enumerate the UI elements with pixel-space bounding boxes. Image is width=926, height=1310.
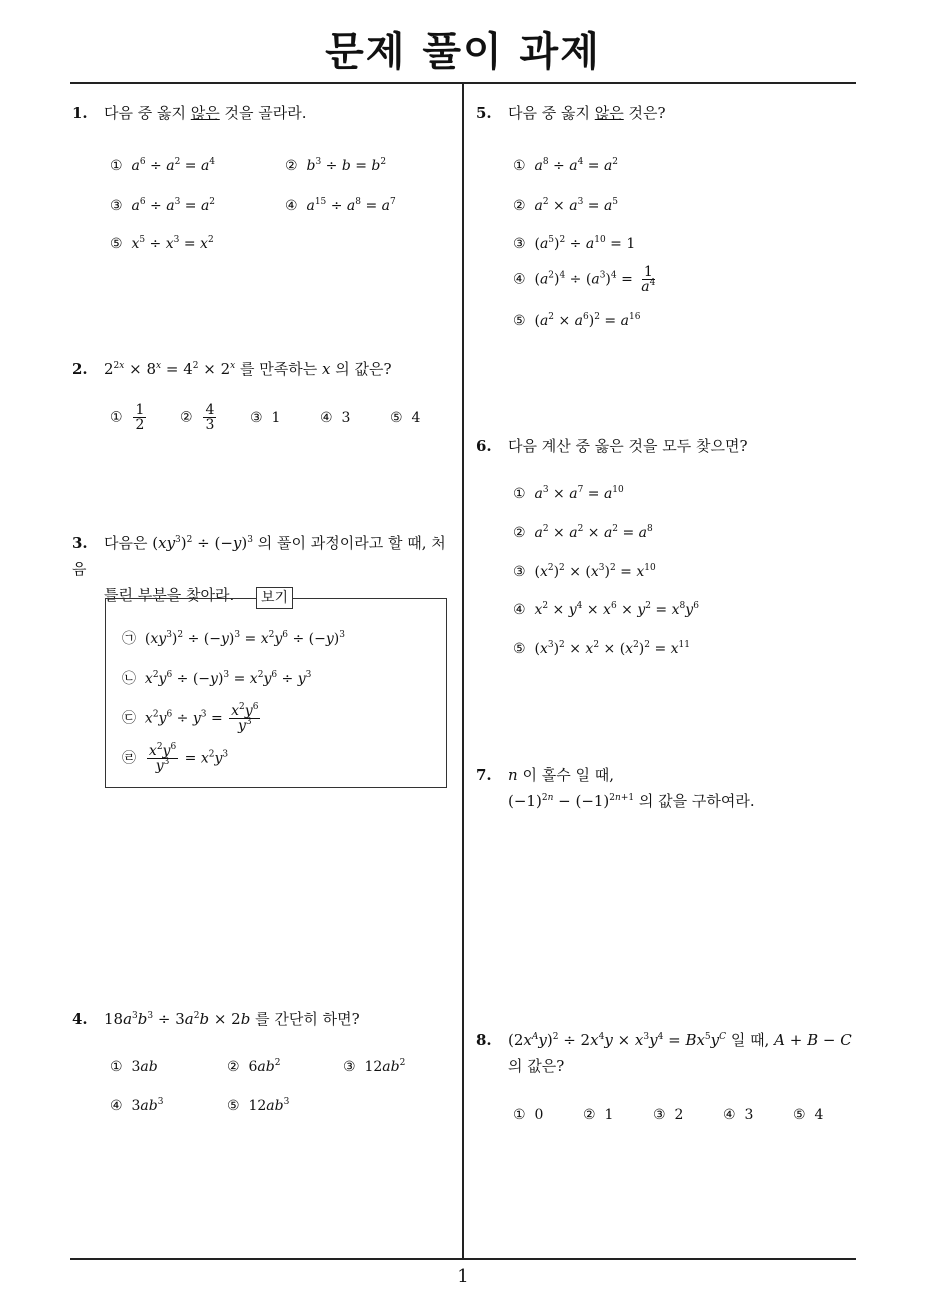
step: ㉢ $x^2y^6 \div y^3$ = $\frac{x^2y^6}{y^3}$ [122, 702, 259, 734]
question-4 [72, 1006, 360, 1032]
option[interactable]: ② $a^2 \times a^3 = a^5$ [513, 197, 619, 214]
question-number: 6. [476, 437, 492, 455]
option[interactable]: ③ 2 [653, 1107, 684, 1123]
option[interactable]: ④ $a^{15} \div a^8 = a^7$ [285, 197, 396, 214]
question-6 [476, 433, 748, 459]
question-1 [72, 100, 307, 126]
option[interactable]: ① 0 [513, 1107, 544, 1123]
footer-rule [70, 1258, 856, 1260]
option[interactable]: ② 1 [583, 1107, 614, 1123]
option[interactable]: ④ 3 [320, 410, 351, 426]
option[interactable]: ③ $(x^2)^2 \times (x^3)^2 = x^{10}$ [513, 563, 656, 580]
option[interactable]: ① 3ab [110, 1059, 158, 1075]
option[interactable]: ② $\frac{4}{3}$ [180, 402, 215, 433]
question-5 [476, 100, 666, 126]
question-8 [476, 1027, 862, 1079]
question-number: 7. [476, 766, 492, 784]
option[interactable]: ⑤ $(x^3)^2 \times x^2 \times (x^2)^2 = x^{11}$ [513, 640, 690, 657]
option[interactable]: ③ $a^6 \div a^3 = a^2$ [110, 197, 216, 214]
page-number: 1 [457, 1266, 469, 1287]
question-text-line2: $(-1)^{2n} - (-1)^{2n+1}$ 의 값을 구하여라. [508, 792, 755, 810]
question-text: 다음 중 옳지 않은 것을 골라라. [104, 104, 307, 122]
step: ㉡ $x^2y^6 \div (-y)^3 = x^2y^6 \div y^3$ [122, 670, 312, 687]
question-7 [476, 762, 755, 814]
example-box-label: 보기 [256, 587, 293, 609]
step: ㉠ $(xy^3)^2 \div (-y)^3 = x^2y^6 \div (-y)^3$ [122, 630, 345, 647]
option[interactable]: ③ $(a^5)^2 \div a^{10} = 1$ [513, 235, 636, 252]
option[interactable]: ③ 1 [250, 410, 281, 426]
question-2 [72, 356, 392, 382]
option[interactable]: ⑤ 4 [793, 1107, 824, 1123]
option[interactable]: ① $a^8 \div a^4 = a^2$ [513, 157, 619, 174]
option[interactable]: ⑤ $12ab^3$ [227, 1097, 290, 1114]
question-number: 2. [72, 360, 88, 378]
page-title: 문제 풀이 과제 [325, 29, 601, 75]
question-number: 5. [476, 104, 492, 122]
question-text: $18a^3b^3 \div 3a^2b \times 2b$ 를 간단히 하면? [104, 1010, 360, 1028]
option[interactable]: ① $\frac{1}{2}$ [110, 402, 145, 433]
option[interactable]: ② $a^2 \times a^2 \times a^2 = a^8$ [513, 524, 653, 541]
option[interactable]: ⑤ $x^5 \div x^3 = x^2$ [110, 235, 214, 252]
column-divider [462, 82, 464, 1259]
question-number: 1. [72, 104, 88, 122]
option[interactable]: ④ $3ab^3$ [110, 1097, 164, 1114]
step: ㉣ $\frac{x^2y^6}{y^3}$ = $x^2y^3$ [122, 742, 229, 774]
question-text-line2: 틀린 부분을 찾아라. [104, 586, 235, 604]
option[interactable]: ② $b^3 \div b = b^2$ [285, 157, 387, 174]
question-text: 다음은 $(xy^3)^2 \div (-y)^3$ 의 풀이 과정이라고 할 때, 처음 [72, 534, 446, 578]
question-number: 3. [72, 534, 88, 552]
question-text: 다음 계산 중 옳은 것을 모두 찾으면? [508, 437, 748, 455]
option[interactable]: ③ $12ab^2$ [343, 1058, 406, 1075]
option[interactable]: ⑤ 4 [390, 410, 421, 426]
question-text: n 이 홀수 일 때, [508, 766, 614, 784]
option[interactable]: ④ $(a^2)^4 \div (a^3)^4$ = $\frac{1}{a^4}$ [513, 264, 656, 295]
question-text: $2^{2x} \times 8^x = 4^2 \times 2^x$ 를 만족하는 x 의 값은? [104, 360, 392, 378]
question-text: $(2x^Ay)^2 \div 2x^4y \times x^3y^4 = Bx^5y^C$ 일 때, A + B − C [508, 1031, 852, 1049]
question-text-line2: 의 값은? [508, 1057, 565, 1075]
option[interactable]: ④ 3 [723, 1107, 754, 1123]
option[interactable]: ② $6ab^2$ [227, 1058, 281, 1075]
option[interactable]: ④ $x^2 \times y^4 \times x^6 \times y^2 = x^8y^6$ [513, 601, 699, 618]
option[interactable]: ① $a^3 \times a^7 = a^{10}$ [513, 485, 624, 502]
question-number: 4. [72, 1010, 88, 1028]
option[interactable]: ① $a^6 \div a^2 = a^4$ [110, 157, 216, 174]
option[interactable]: ⑤ $(a^2 \times a^6)^2 = a^{16}$ [513, 312, 641, 329]
question-number: 8. [476, 1031, 492, 1049]
question-text: 다음 중 옳지 않은 것은? [508, 104, 666, 122]
